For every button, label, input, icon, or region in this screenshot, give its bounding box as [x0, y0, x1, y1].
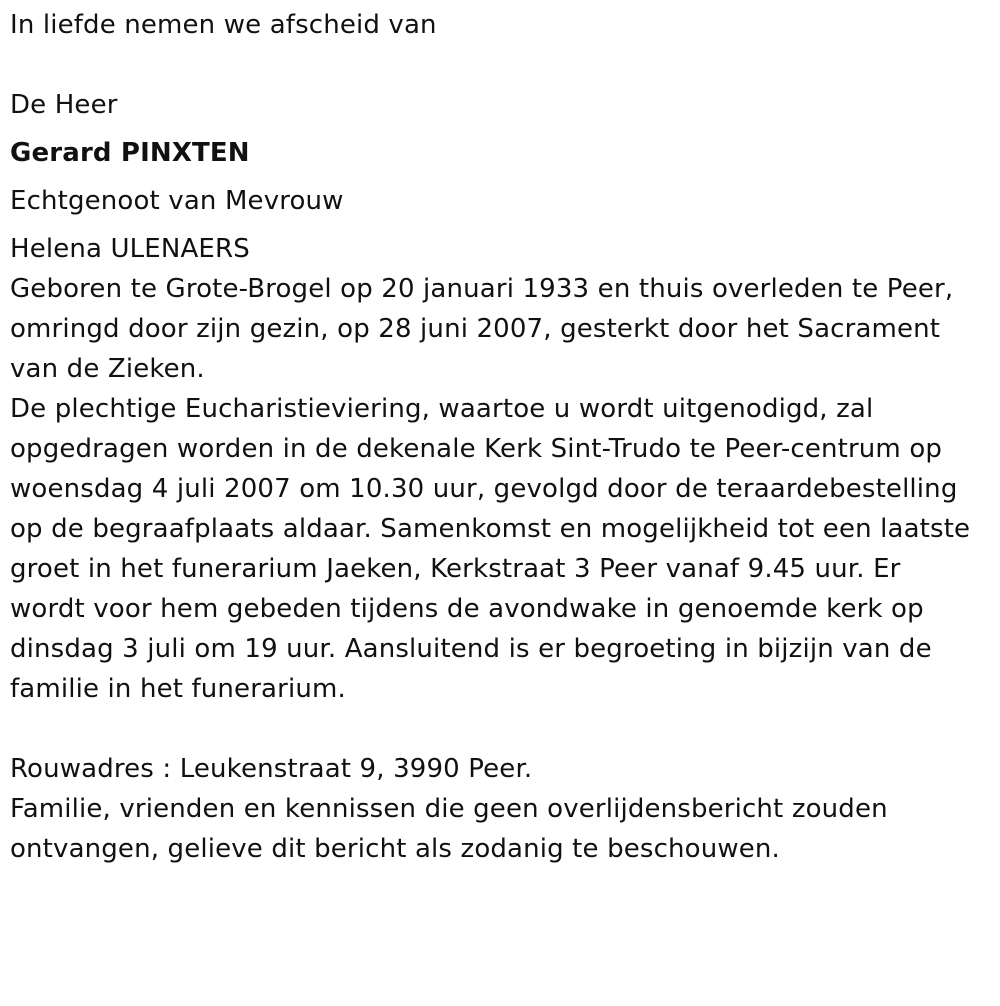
spouse-line-1: Echtgenoot van Mevrouw: [10, 186, 344, 216]
obituary-document: [10, 5, 995, 869]
paragraph-line: Geboren te Grote-Brogel op 20 januari 1933 en thuis overleden te Peer,: [10, 274, 954, 304]
birth-death-paragraph: [10, 269, 995, 389]
paragraph-line: opgedragen worden in de dekenale Kerk Sint-Trudo te Peer-centrum op: [10, 434, 943, 464]
salutation: De Heer: [10, 90, 118, 120]
spouse-line-2: Helena ULENAERS: [10, 234, 250, 264]
intro-text: In liefde nemen we afscheid van: [10, 10, 437, 40]
paragraph-line: op de begraafplaats aldaar. Samenkomst en mogelijkheid tot een laatste: [10, 514, 971, 544]
paragraph-line: groet in het funerarium Jaeken, Kerkstraat 3 Peer vanaf 9.45 uur. Er: [10, 554, 901, 584]
paragraph-line: van de Zieken.: [10, 354, 205, 384]
paragraph-line: wordt voor hem gebeden tijdens de avondwake in genoemde kerk op: [10, 594, 924, 624]
paragraph-line: woensdag 4 juli 2007 om 10.30 uur, gevolgd door de teraardebestelling: [10, 474, 958, 504]
paragraph-line: ontvangen, gelieve dit bericht als zodanig te beschouwen.: [10, 834, 780, 864]
paragraph-line: omringd door zijn gezin, op 28 juni 2007, gesterkt door het Sacrament: [10, 314, 941, 344]
mourning-address: Rouwadres : Leukenstraat 9, 3990 Peer.: [10, 754, 533, 784]
paragraph-line: De plechtige Eucharistieviering, waartoe u wordt uitgenodigd, zal: [10, 394, 874, 424]
paragraph-line: dinsdag 3 juli om 19 uur. Aansluitend is er begroeting in bijzijn van de: [10, 634, 932, 664]
paragraph-line: familie in het funerarium.: [10, 674, 346, 704]
notice-paragraph: [10, 789, 995, 869]
ceremony-paragraph: [10, 389, 995, 709]
deceased-name: Gerard PINXTEN: [10, 138, 250, 168]
paragraph-line: Familie, vrienden en kennissen die geen overlijdensbericht zouden: [10, 794, 888, 824]
